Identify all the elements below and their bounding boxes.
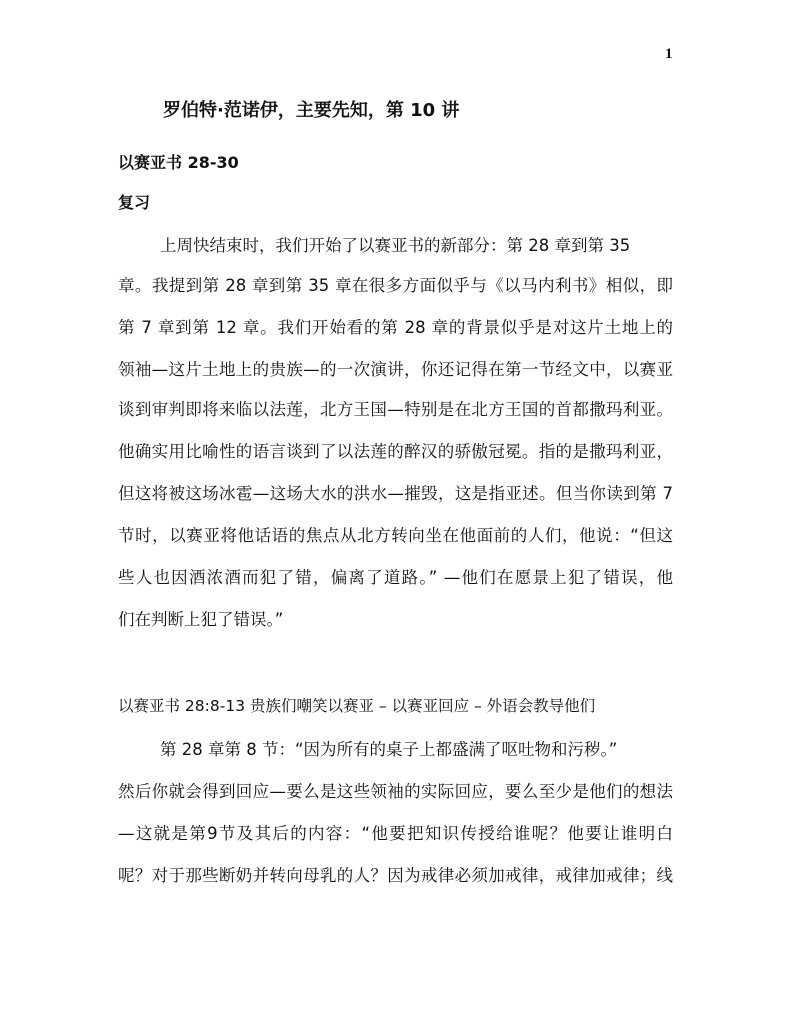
paragraph-1-line: 但这将被这场冰雹—这场大水的洪水—摧毁，这是指亚述。但当你读到第 7 [118, 484, 673, 503]
paragraph-1-line: 节时，以赛亚将他话语的焦点从北方转向坐在他面前的人们，他说：“但这 [118, 526, 673, 545]
review-heading: 复习 [118, 193, 151, 212]
paragraph-1-line: 谈到审判即将来临以法莲，北方王国—特别是在北方王国的首都撒玛利亚。 [118, 400, 673, 419]
paragraph-1-line: 们在判断上犯了错误。” [118, 610, 284, 629]
paragraph-1-line: 些人也因酒浓酒而犯了错，偏离了道路。” —他们在愿景上犯了错误，他 [118, 568, 673, 587]
paragraph-2-line: 第 28 章第 8 节：“因为所有的桌子上都盛满了呕吐物和污秽。” [160, 740, 618, 759]
paragraph-2-line: —这就是第9节及其后的内容：“他要把知识传授给谁呢？他要让谁明白 [118, 824, 673, 843]
book-heading: 以赛亚书 28-30 [118, 153, 239, 172]
paragraph-1-line: 领袖—这片土地上的贵族—的一次演讲，你还记得在第一节经文中，以赛亚 [118, 360, 673, 379]
paragraph-1-line: 第 7 章到第 12 章。我们开始看的第 28 章的背景似乎是对这片土地上的 [118, 318, 673, 337]
lecture-title: 罗伯特·范诺伊，主要先知，第 10 讲 [163, 100, 460, 121]
section-heading: 以赛亚书 28:8-13 贵族们嘲笑以赛亚 – 以赛亚回应 – 外语会教导他们 [118, 697, 596, 715]
paragraph-2-line: 呢？对于那些断奶并转向母乳的人？因为戒律必须加戒律，戒律加戒律；线 [118, 866, 673, 885]
paragraph-1-line: 他确实用比喻性的语言谈到了以法莲的醉汉的骄傲冠冕。指的是撒玛利亚， [118, 442, 673, 461]
paragraph-1-line: 章。我提到第 28 章到第 35 章在很多方面似乎与《以马内利书》相似，即 [118, 276, 673, 295]
paragraph-1-line: 上周快结束时，我们开始了以赛亚书的新部分：第 28 章到第 35 [160, 236, 631, 255]
paragraph-2-line: 然后你就会得到回应—要么是这些领袖的实际回应，要么至少是他们的想法 [118, 782, 673, 801]
page-number: 1 [665, 46, 673, 62]
